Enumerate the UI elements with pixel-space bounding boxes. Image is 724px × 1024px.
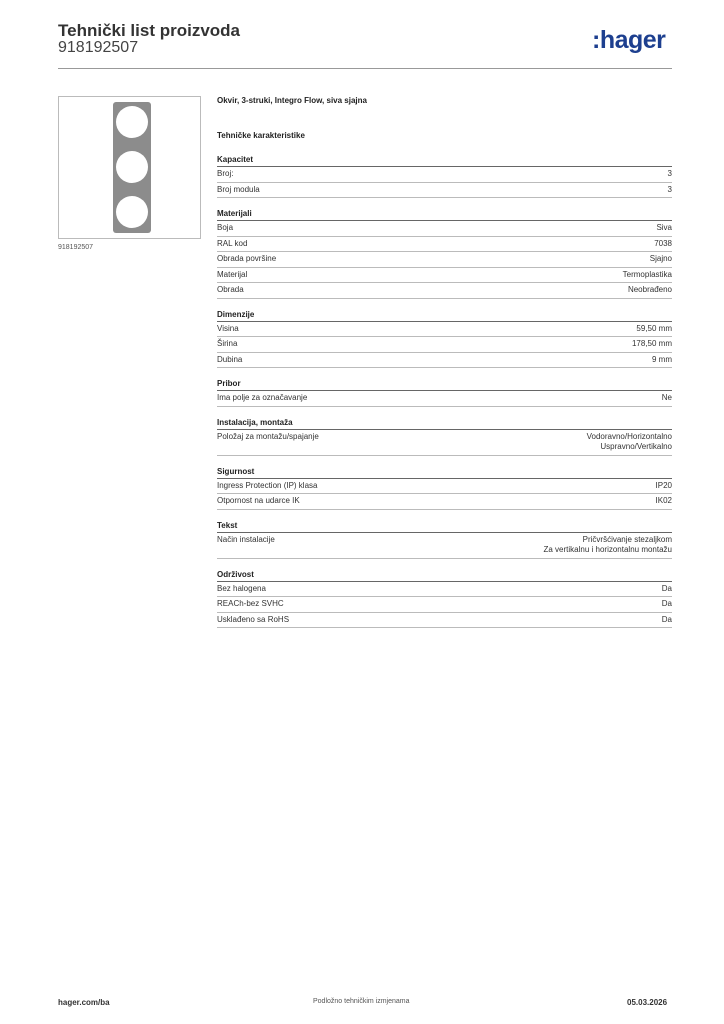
spec-row	[217, 283, 672, 299]
spec-label: Ingress Protection (IP) klasa	[217, 480, 318, 490]
spec-row	[217, 252, 672, 268]
section-title: Dimenzije	[217, 307, 672, 322]
spec-label: Bez halogena	[217, 583, 266, 593]
spec-label: RAL kod	[217, 238, 248, 248]
spec-value: 178,50 mm	[631, 339, 672, 348]
spec-row	[217, 430, 672, 456]
spec-label: Položaj za montažu/spajanje	[217, 431, 319, 441]
image-caption: 918192507	[58, 244, 94, 251]
spec-row	[217, 183, 672, 199]
spec-value: Ne	[661, 393, 672, 402]
product-image	[59, 97, 200, 238]
section-title: Materijali	[217, 206, 672, 221]
spec-value: Da	[661, 614, 672, 624]
section-title: Sigurnost	[217, 464, 672, 479]
section-title: Tekst	[217, 518, 672, 533]
spec-label: Otpornost na udarce IK	[217, 496, 300, 505]
spec-value: IP20	[655, 480, 672, 490]
footer-date: 05.03.2026	[627, 998, 668, 1007]
spec-value: Siva	[656, 223, 672, 232]
spec-value: 7038	[654, 238, 672, 248]
spec-label: Materijal	[217, 269, 248, 279]
spec-value: Sjajno	[649, 254, 672, 263]
tech-heading: Tehničke karakteristike	[217, 131, 305, 140]
spec-row	[217, 167, 672, 183]
spec-value: 59,50 mm	[636, 323, 672, 333]
spec-value: Termoplastika	[622, 269, 672, 279]
spec-value: Vodoravno/Horizontalno Uspravno/Vertikalno	[586, 431, 672, 451]
page-title: Tehnički list proizvoda	[58, 21, 240, 40]
spec-label: Broj modula	[217, 184, 260, 194]
spec-section	[217, 206, 672, 299]
spec-table	[217, 152, 672, 636]
section-title: Kapacitet	[217, 152, 672, 167]
spec-value: Da	[661, 599, 672, 608]
spec-row	[217, 268, 672, 284]
spec-label: Ima polje za označavanje	[217, 393, 308, 402]
footer-disclaimer: Podložno tehničkim izmjenama	[313, 998, 410, 1005]
spec-value: 3	[667, 184, 672, 194]
spec-section	[217, 567, 672, 629]
spec-row	[217, 533, 672, 559]
hager-logo: :hager	[592, 26, 666, 54]
spec-label: Broj:	[217, 169, 234, 178]
spec-section	[217, 518, 672, 559]
spec-section	[217, 152, 672, 198]
spec-row	[217, 582, 672, 598]
section-title: Instalacija, montaža	[217, 415, 672, 430]
section-title: Održivost	[217, 567, 672, 582]
spec-row	[217, 391, 672, 407]
spec-row	[217, 494, 672, 510]
spec-row	[217, 597, 672, 613]
spec-label: Način instalacije	[217, 534, 275, 544]
spec-row	[217, 479, 672, 495]
spec-section	[217, 464, 672, 510]
product-image-frame	[58, 96, 201, 239]
spec-label: Usklađeno sa RoHS	[217, 614, 290, 624]
spec-section	[217, 376, 672, 407]
section-title: Pribor	[217, 376, 672, 391]
spec-value: Da	[661, 583, 672, 593]
spec-row	[217, 322, 672, 338]
footer-website[interactable]: hager.com/ba	[58, 998, 110, 1007]
spec-value: IK02	[655, 496, 672, 505]
header-divider	[58, 68, 672, 69]
spec-label: REACh-bez SVHC	[217, 599, 284, 608]
spec-label: Dubina	[217, 354, 243, 364]
spec-section	[217, 307, 672, 369]
spec-row	[217, 353, 672, 369]
spec-value: 9 mm	[652, 354, 672, 364]
spec-row	[217, 337, 672, 353]
spec-value: Neobrađeno	[627, 285, 672, 294]
spec-value: 3	[667, 169, 672, 178]
spec-label: Boja	[217, 223, 234, 232]
spec-value: Pričvršćivanje stezaljkom Za vertikalnu i horizontalnu montažu	[543, 534, 672, 554]
spec-label: Visina	[217, 323, 239, 333]
spec-label: Obrada površine	[217, 254, 277, 263]
spec-row	[217, 237, 672, 253]
product-name: Okvir, 3-struki, Integro Flow, siva sjajna	[217, 96, 367, 105]
spec-section	[217, 415, 672, 456]
spec-label: Obrada	[217, 285, 244, 294]
spec-row	[217, 613, 672, 629]
product-code: 918192507	[58, 39, 139, 56]
spec-label: Širina	[217, 339, 238, 348]
spec-row	[217, 221, 672, 237]
